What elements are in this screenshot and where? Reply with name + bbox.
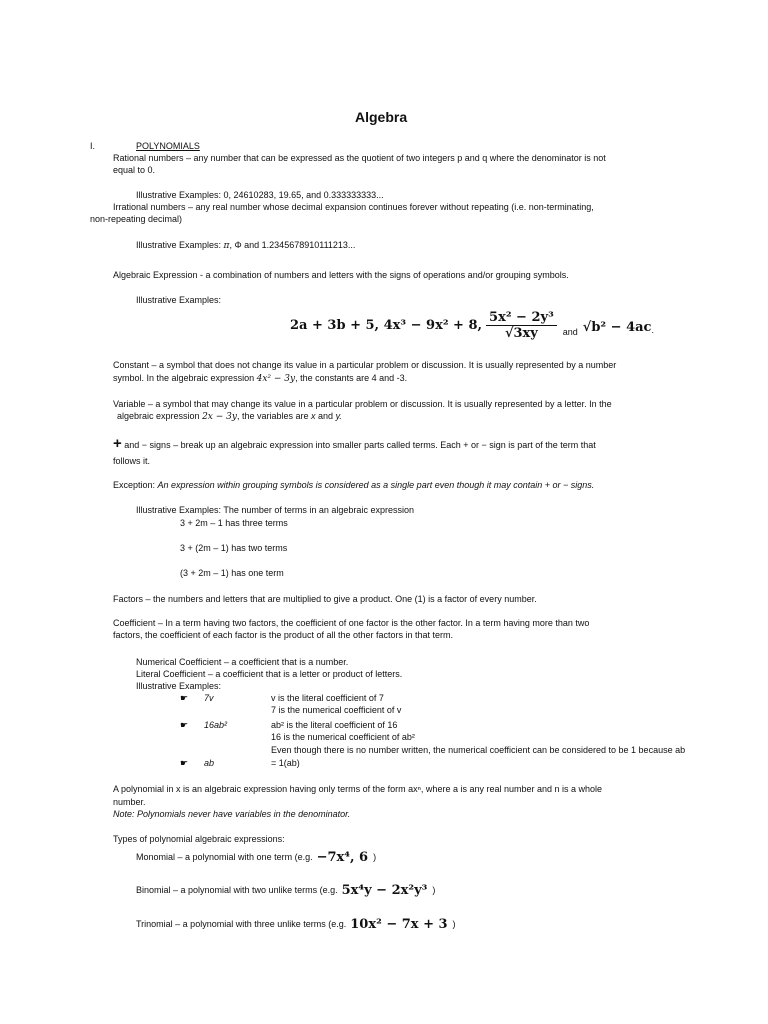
plus-sign: + — [113, 435, 122, 452]
binomial-row — [136, 879, 435, 901]
monomial-close-paren: ) — [373, 852, 377, 862]
coef-example-term-1: 7v — [204, 693, 214, 703]
bullet-hand-icon: ☛ — [180, 758, 189, 768]
fraction-numerator: 5x² − 2y³ — [486, 310, 557, 326]
variable-definition-line1: Variable – a symbol that may change its value in a particular problem or discussion. It is usually represented by a letter. In the — [113, 399, 612, 409]
algebraic-expression-definition: Algebraic Expression - a combination of numbers and letters with the signs of operations and/or grouping symbols. — [113, 270, 569, 280]
coefficient-examples-label: Illustrative Examples: — [136, 681, 222, 691]
algebraic-expression-examples — [290, 305, 654, 345]
variable-y: y. — [335, 411, 342, 421]
monomial-text: Monomial – a polynomial with one term (e.g. — [136, 852, 313, 862]
monomial-row — [136, 846, 376, 868]
exception-label: Exception: — [113, 480, 156, 490]
section-heading-text: POLYNOMIALS — [136, 141, 200, 151]
constant-definition-line2 — [113, 372, 407, 385]
polynomial-definition-line1: A polynomial in x is an algebraic expression having only terms of the form axⁿ, where a is any real number and n is a whole — [113, 784, 603, 794]
polynomial-note: Note: Polynomials never have variables in the denominator. — [113, 809, 351, 819]
irrational-examples-label: Illustrative Examples: — [136, 240, 222, 250]
irrational-examples — [136, 239, 355, 252]
irrational-examples-rest: , Φ and 1.2345678910111213... — [229, 240, 356, 250]
bullet-hand-icon: ☛ — [180, 720, 189, 730]
fraction-denominator: √3xy — [504, 325, 538, 341]
sqrt-expression: √b² − 4ac — [582, 319, 652, 335]
page-title: Algebra — [355, 109, 408, 125]
section-heading — [136, 140, 200, 152]
exception-text: An expression within grouping symbols is considered as a single part even though it may contain + or − signs. — [157, 480, 595, 490]
fraction-expression — [486, 310, 557, 341]
variable-x: x — [311, 411, 316, 421]
coef-example-term-2: 16ab² — [204, 720, 228, 730]
coefficient-definition-line2: factors, the coefficient of each factor is the product of all the other factors in that term. — [113, 630, 454, 640]
literal-coefficient-definition: Literal Coefficient – a coefficient that is a letter or product of letters. — [136, 669, 403, 679]
trinomial-expression: 10x² − 7x + 3 — [350, 916, 448, 932]
irrational-definition-line2: non-repeating decimal) — [90, 214, 183, 224]
irrational-definition-line1: Irrational numbers – any real number whose decimal expansion continues forever without repeating (i.e. non-terminating, — [113, 202, 594, 212]
terms-example-3: (3 + 2m – 1) has one term — [180, 568, 284, 578]
trinomial-row — [136, 913, 456, 935]
signs-definition-line2: follows it. — [113, 456, 151, 466]
binomial-text: Binomial – a polynomial with two unlike terms (e.g. — [136, 885, 338, 895]
trinomial-text: Trinomial – a polynomial with three unlike terms (e.g. — [136, 919, 347, 929]
rational-definition-line1: Rational numbers – any number that can be expressed as the quotient of two integers p and q where the denominator is not — [113, 153, 606, 163]
variable-line2-mid: , the variables are — [236, 411, 309, 421]
variable-line2-prefix: algebraic expression — [117, 411, 200, 421]
terms-example-1: 3 + 2m – 1 has three terms — [180, 518, 288, 528]
coef-example-2-line-2: 16 is the numerical coefficient of ab² — [271, 732, 415, 742]
types-heading: Types of polynomial algebraic expressions: — [113, 834, 285, 844]
coef-example-1-line-2: 7 is the numerical coefficient of v — [271, 705, 402, 715]
variable-example-expression: 2x − 3y — [202, 412, 237, 422]
coefficient-definition-line1: Coefficient – In a term having two factors, the coefficient of one factor is the other factor. In a term having more than two — [113, 618, 590, 628]
signs-definition-line1 — [113, 435, 596, 452]
numerical-coefficient-definition: Numerical Coefficient – a coefficient that is a number. — [136, 657, 349, 667]
constant-definition-line1: Constant – a symbol that does not change its value in a particular problem or discussion. It is usually represented by a number — [113, 360, 617, 370]
and-word: and — [562, 327, 578, 337]
terms-example-2: 3 + (2m – 1) has two terms — [180, 543, 288, 553]
section-numeral: I. — [90, 141, 96, 151]
pi-symbol: π — [223, 241, 230, 251]
constant-line2-prefix: symbol. In the algebraic expression — [113, 373, 255, 383]
rational-definition-line2: equal to 0. — [113, 165, 156, 175]
expression-list: 2a + 3b + 5, 4x³ − 9x² + 8, — [290, 317, 483, 333]
polynomial-definition-line2: number. — [113, 797, 146, 807]
factors-definition: Factors – the numbers and letters that are multiplied to give a product. One (1) is a factor of every number. — [113, 594, 537, 604]
coef-example-2-line-1: ab² is the literal coefficient of 16 — [271, 720, 398, 730]
trinomial-close-paren: ) — [452, 919, 456, 929]
binomial-close-paren: ) — [432, 885, 436, 895]
coef-example-1-line-1: v is the literal coefficient of 7 — [271, 693, 384, 703]
coef-example-2-line-3: Even though there is no number written, the numerical coefficient can be considered to be 1 because ab — [271, 745, 686, 755]
monomial-expression: −7x⁴, 6 — [316, 849, 369, 865]
binomial-expression: 5x⁴y − 2x²y³ — [341, 882, 428, 898]
variable-and: and — [318, 411, 334, 421]
exception-paragraph — [113, 479, 594, 491]
terms-intro: Illustrative Examples: The number of terms in an algebraic expression — [136, 505, 414, 515]
coef-example-3-line-1: = 1(ab) — [271, 758, 300, 768]
coef-example-term-3: ab — [204, 758, 215, 768]
expression-period: . — [651, 325, 654, 335]
constant-example-expression: 4x² − 3y — [256, 374, 296, 384]
bullet-hand-icon: ☛ — [180, 693, 189, 703]
rational-examples: Illustrative Examples: 0, 24610283, 19.65, and 0.333333333... — [136, 190, 384, 200]
constant-line2-suffix: , the constants are 4 and -3. — [295, 373, 408, 383]
algebraic-examples-label: Illustrative Examples: — [136, 295, 222, 305]
signs-line1-text: and − signs – break up an algebraic expression into smaller parts called terms. Each + or − sign is part of the term that — [124, 440, 596, 450]
variable-definition-line2 — [117, 410, 342, 423]
